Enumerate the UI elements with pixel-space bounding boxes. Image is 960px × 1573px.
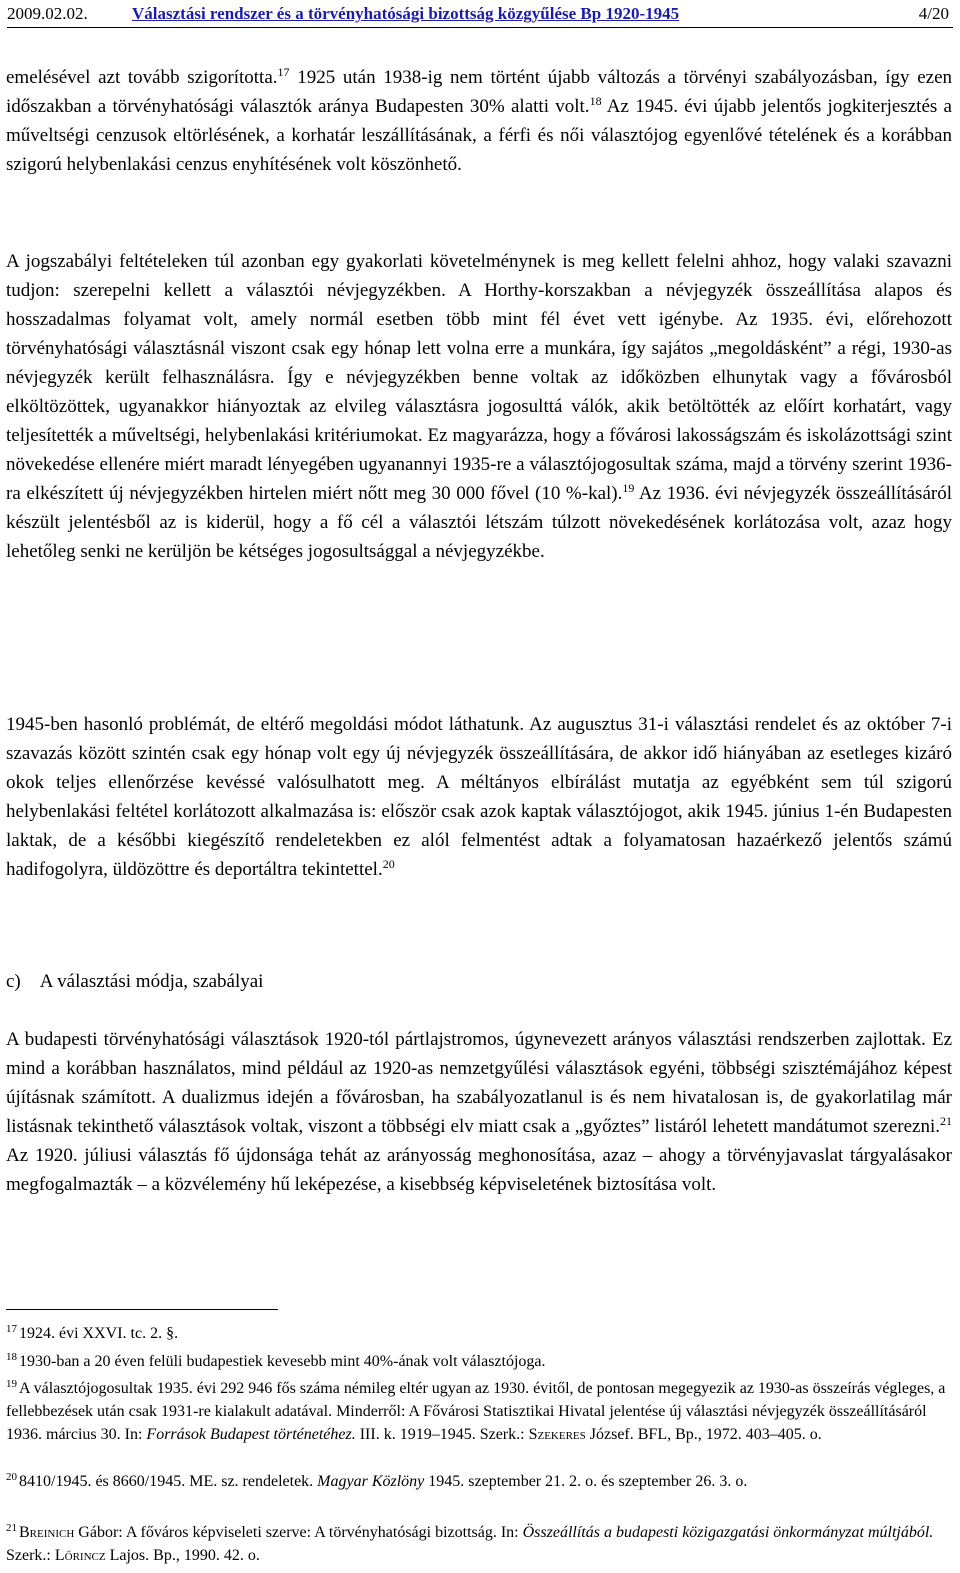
footnote-ref-19[interactable]: 19 xyxy=(622,481,635,495)
footnote-18: $^{18}$ 1930-ban a 20 éven felüli budapestiek kevesebb mint 40%-ának volt választójoga. xyxy=(6,1351,546,1370)
footnote-20: $^{20}$ 8410/1945. és 8660/1945. ME. sz. rendeletek. Magyar Közlöny 1945. szeptember 21. 2. o. és szeptember 26. 3. o. xyxy=(6,1471,748,1490)
paragraph-2: A jogszabályi feltételeken túl azonban egy gyakorlati követelménynek is meg kellett felelni ahhoz, hogy valaki szavazni tudjon: szerepelni kellett a választói névjegyzékben. A Horthy-korszakban a névjegyzék összeállítása alapos és hosszadalmas folyamat volt, amely normál esetben több mint fél évet vett igénybe. Az 1935. évi, előrehozott törvényhatósági választásnál viszont csak egy hónap lett volna erre a munkára, így sajátos „megoldásként” a régi, 1930-as névjegyzék került felhasználásra. Így e névjegyzékben benne voltak az időközben elhunytak vagy a fővárosból elköltözöttek, ugyanakkor hiányoztak az elvileg választásra jogosulttá válók, akik betöltötték az előírt korhatárt, vagy teljesítették a műveltségi, helybenlakási kritériumokat. Ez magyarázza, hogy a fővárosi lakosságszám és iskolázottsági szint növekedése ellenére miért maradt lényegében ugyanannyi 1935-re a választójogosultak száma, majd a törvény szerint 1936-ra elkészített új névjegyzékben hirtelen miért nőtt meg 30 000 fővel (10 %-kal).$^{19}$ Az 1936. évi névjegyzék összeállításáról készült jelentésből az is kiderül, hogy a fő cél a választói létszám túlzott növekedésének korlátozása volt, azaz hogy lehetőleg senki ne kerüljön be kétséges jogosultsággal a névjegyzékbe. xyxy=(6,251,952,562)
paragraph-4: A budapesti törvényhatósági választások 1920-tól pártlajstromos, úgynevezett arányos választási rendszerben zajlottak. Ez mind a korábban használatos, mind például az 1920-as nemzetgyűlési választások egyéni, többségi szisztémájához képest újításnak számított. A dualizmus idején a fővárosban, ha szabályozatlanul is és nem hivatalosan is, de gyakorlatilag már listásnak tekinthető választások voltak, viszont a többségi elv miatt csak a „győztes” listáról lehetett mandátumot szerezni.$^{21}$ Az 1920. júliusi választás fő újdonsága tehát az arányosság meghonosítása, azaz – ahogy a törvényjavaslat tárgyalásakor megfogalmazták – a közvélemény hű leképezése, a kisebbség képviseletének biztosítása volt. xyxy=(6,1029,952,1195)
footnote-ref-17[interactable]: 17 xyxy=(277,65,290,79)
footnote-17: $^{17}$ 1924. évi XXVI. tc. 2. §. xyxy=(6,1323,179,1342)
page-header xyxy=(7,3,953,28)
footnote-21: $^{21}$ Breinich Gábor: A főváros képviseleti szerve: A törvényhatósági bizottság. In: Összeállítás a budapesti közigazgatási önkormányzat múltjából. Szerk.: Lőrincz Lajos. Bp., 1990. 42. o. xyxy=(6,1522,934,1564)
paragraph-3: 1945-ben hasonló problémát, de eltérő megoldási módot láthatunk. Az augusztus 31-i választási rendelet és az október 7-i szavazás között szintén csak egy hónap volt egy új névjegyzék összeállítására, de akkor idő hiányában az esetleges kizáró okok teljes ellenőrzése kevéssé valósulhatott meg. A méltányos elbírálást mutatja az egyébként sem túl szigorú helybenlakási feltétel korlátozott alkalmazása is: először csak azok kaptak választójogot, akik 1945. június 1-én Budapesten laktak, de a későbbi kiegészítő rendeletekben ez alól felmentést adtak a folyamatosan hazaérkező jelentős számú hadifogolyra, üldözöttre és deportáltra tekintettel.$^{20}$ xyxy=(6,714,952,880)
page-number: 4/20 xyxy=(918,4,949,23)
paragraph-1: emelésével azt tovább szigorította.$^{17}$ 1925 után 1938-ig nem történt újabb változás a törvényi szabályozásban, így ezen időszakban a törvényhatósági választók aránya Budapesten 30% alatti volt.$^{18}$ Az 1945. évi újabb jelentős jogkiterjesztés a műveltségi cenzusok eltörlésének, a korhatár leszállításának, a férfi és női választójog egyenlővé tételének és a korábban szigorú helybenlakási cenzus enyhítésének volt köszönhető. xyxy=(6,65,953,175)
footnote-ref-21[interactable]: 21 xyxy=(940,1114,952,1128)
footnote-ref-20[interactable]: 20 xyxy=(382,857,395,871)
footnote-divider xyxy=(6,1309,278,1310)
footnote-19: $^{19}$ A választójogosultak 1935. évi 292 946 fős száma némileg eltér ugyan az 1930. évitől, de pontosan megegyezik az 1930-as összeírás végleges, a fellebbezések után csak 1931-re kialakult adatával. Minderről: A Fővárosi Statisztikai Hivatal jelentése új választási névjegyzék összeállításáról 1936. március 30. In: Források Budapest történetéhez. III. k. 1919–1945. Szerk.: Szekeres József. BFL, Bp., 1972. 403–405. o. xyxy=(6,1378,946,1443)
section-heading: c) A választási módja, szabályai xyxy=(6,971,264,992)
header-date: 2009.02.02. xyxy=(7,4,88,23)
header-title-link[interactable]: Választási rendszer és a törvényhatósági bizottság közgyűlése Bp 1920-1945 xyxy=(132,4,680,23)
footnote-ref-18[interactable]: 18 xyxy=(589,94,602,108)
